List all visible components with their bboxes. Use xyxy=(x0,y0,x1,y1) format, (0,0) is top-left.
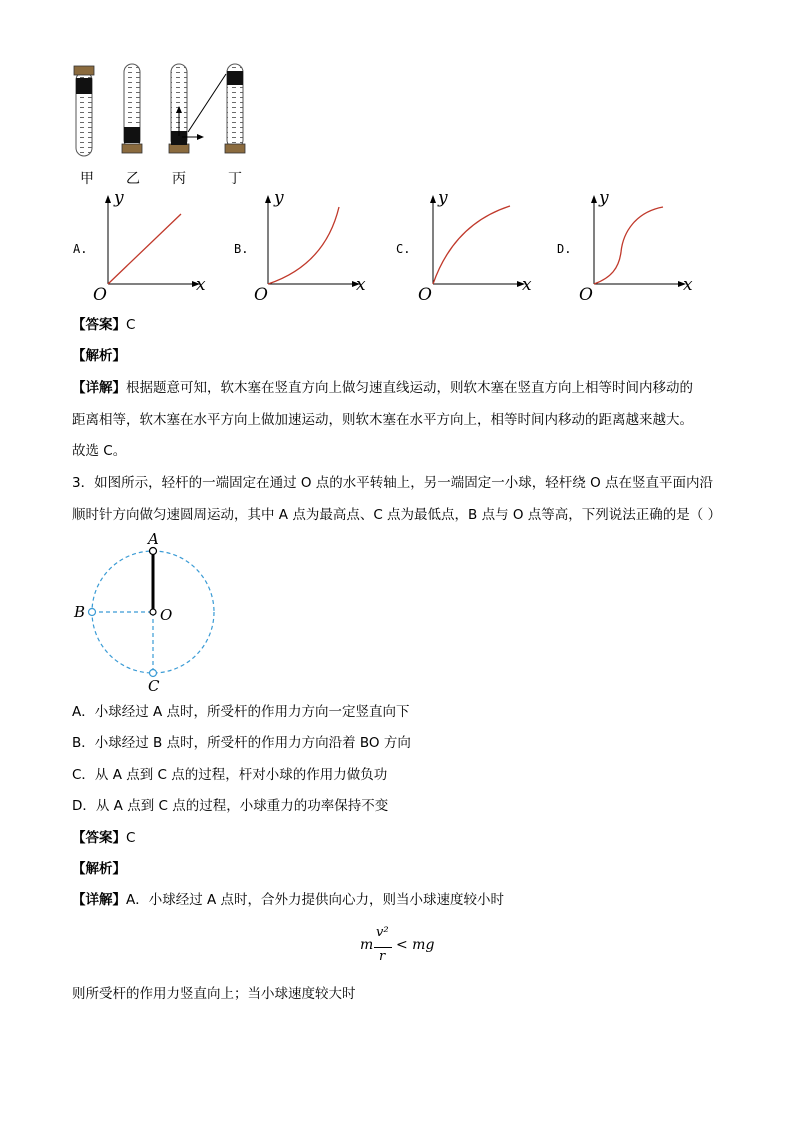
formula-rhs: < mg xyxy=(396,937,435,953)
q3-option-d: D．从 A 点到 C 点的过程，小球重力的功率保持不变 xyxy=(72,798,389,814)
graph-option-a xyxy=(95,190,210,300)
graph-option-b xyxy=(255,190,370,300)
graph-option-a-letter: A. xyxy=(73,242,88,256)
formula-denominator: r xyxy=(379,949,386,964)
centripetal-formula xyxy=(360,925,450,971)
q3-answer-line xyxy=(72,828,135,848)
diagram-label-b: B xyxy=(74,603,86,621)
formula-fraction-bar xyxy=(374,947,392,948)
q2-analysis-tag: 【解析】 xyxy=(72,348,126,364)
graph-option-c-letter: C. xyxy=(396,242,411,256)
tube-ding xyxy=(225,64,245,153)
circular-motion-diagram xyxy=(70,530,230,695)
graph-d-y-label: y xyxy=(599,188,609,208)
q3-stem-line2: 顺时针方向做匀速圆周运动，其中 A 点为最高点、C 点为最低点，B 点与 O 点等高，下列说法正确的是（ ） xyxy=(72,507,722,523)
graph-option-d-letter: D. xyxy=(557,242,572,256)
tube-label-ding: 丁 xyxy=(228,171,242,187)
q2-detail-line1 xyxy=(72,378,693,398)
q2-detail-line2: 距离相等，软木塞在水平方向上做加速运动，则软木塞在水平方向上，相等时间内移动的距离越来越大。 xyxy=(72,412,693,428)
graph-option-b-letter: B. xyxy=(234,242,249,256)
graph-b-y-label: y xyxy=(274,188,284,208)
formula-numerator: v² xyxy=(376,925,389,940)
q2-detail-line3: 故选 C。 xyxy=(72,443,127,459)
q3-detail-tag: 【详解】 xyxy=(72,892,126,908)
q3-detail-line2: 则所受杆的作用力竖直向上；当小球速度较大时 xyxy=(72,986,356,1002)
graph-c-y-label: y xyxy=(438,188,448,208)
q3-analysis-tag: 【解析】 xyxy=(72,861,126,877)
q3-stem-line1: 3．如图所示，轻杆的一端固定在通过 O 点的水平转轴上，另一端固定一小球，轻杆绕 O 点在竖直平面内沿 xyxy=(72,475,714,491)
q2-answer-value: C xyxy=(126,317,136,333)
q2-answer-line xyxy=(72,315,135,335)
graph-b-x-label: x xyxy=(356,275,366,295)
graph-b-origin-label: O xyxy=(254,285,268,305)
graph-a-x-label: x xyxy=(196,275,206,295)
diagram-label-a: A xyxy=(148,530,159,548)
q3-answer-value: C xyxy=(126,830,136,846)
q3-option-c: C．从 A 点到 C 点的过程，杆对小球的作用力做负功 xyxy=(72,767,388,783)
tube-label-jia: 甲 xyxy=(80,171,94,187)
tube-jia xyxy=(74,66,94,156)
tube-label-yi: 乙 xyxy=(126,171,140,187)
graph-a-y-label: y xyxy=(114,188,124,208)
q3-option-a: A．小球经过 A 点时，所受杆的作用力方向一定竖直向下 xyxy=(72,704,410,720)
graph-c-origin-label: O xyxy=(418,285,432,305)
q2-detail-tag: 【详解】 xyxy=(72,380,126,396)
tube-yi xyxy=(122,64,142,153)
q2-answer-tag: 【答案】 xyxy=(72,317,126,333)
graph-a-origin-label: O xyxy=(93,285,107,305)
q3-detail-text1: A．小球经过 A 点时，合外力提供向心力，则当小球速度较小时 xyxy=(126,892,505,908)
q3-detail-line1 xyxy=(72,890,504,910)
diagram-label-o: O xyxy=(160,606,173,624)
tube-bing xyxy=(169,64,204,153)
formula-m: m xyxy=(360,937,374,953)
graph-c-x-label: x xyxy=(522,275,532,295)
graph-d-x-label: x xyxy=(683,275,693,295)
test-tubes-figure xyxy=(70,60,260,160)
q2-detail-text1: 根据题意可知，软木塞在竖直方向上做匀速直线运动，则软木塞在竖直方向上相等时间内移动的 xyxy=(126,380,693,396)
graph-d-origin-label: O xyxy=(579,285,593,305)
tube-label-bing: 丙 xyxy=(172,171,186,187)
diagram-label-c: C xyxy=(148,677,160,695)
q3-answer-tag: 【答案】 xyxy=(72,830,126,846)
q3-option-b: B．小球经过 B 点时，所受杆的作用力方向沿着 BO 方向 xyxy=(72,735,411,751)
